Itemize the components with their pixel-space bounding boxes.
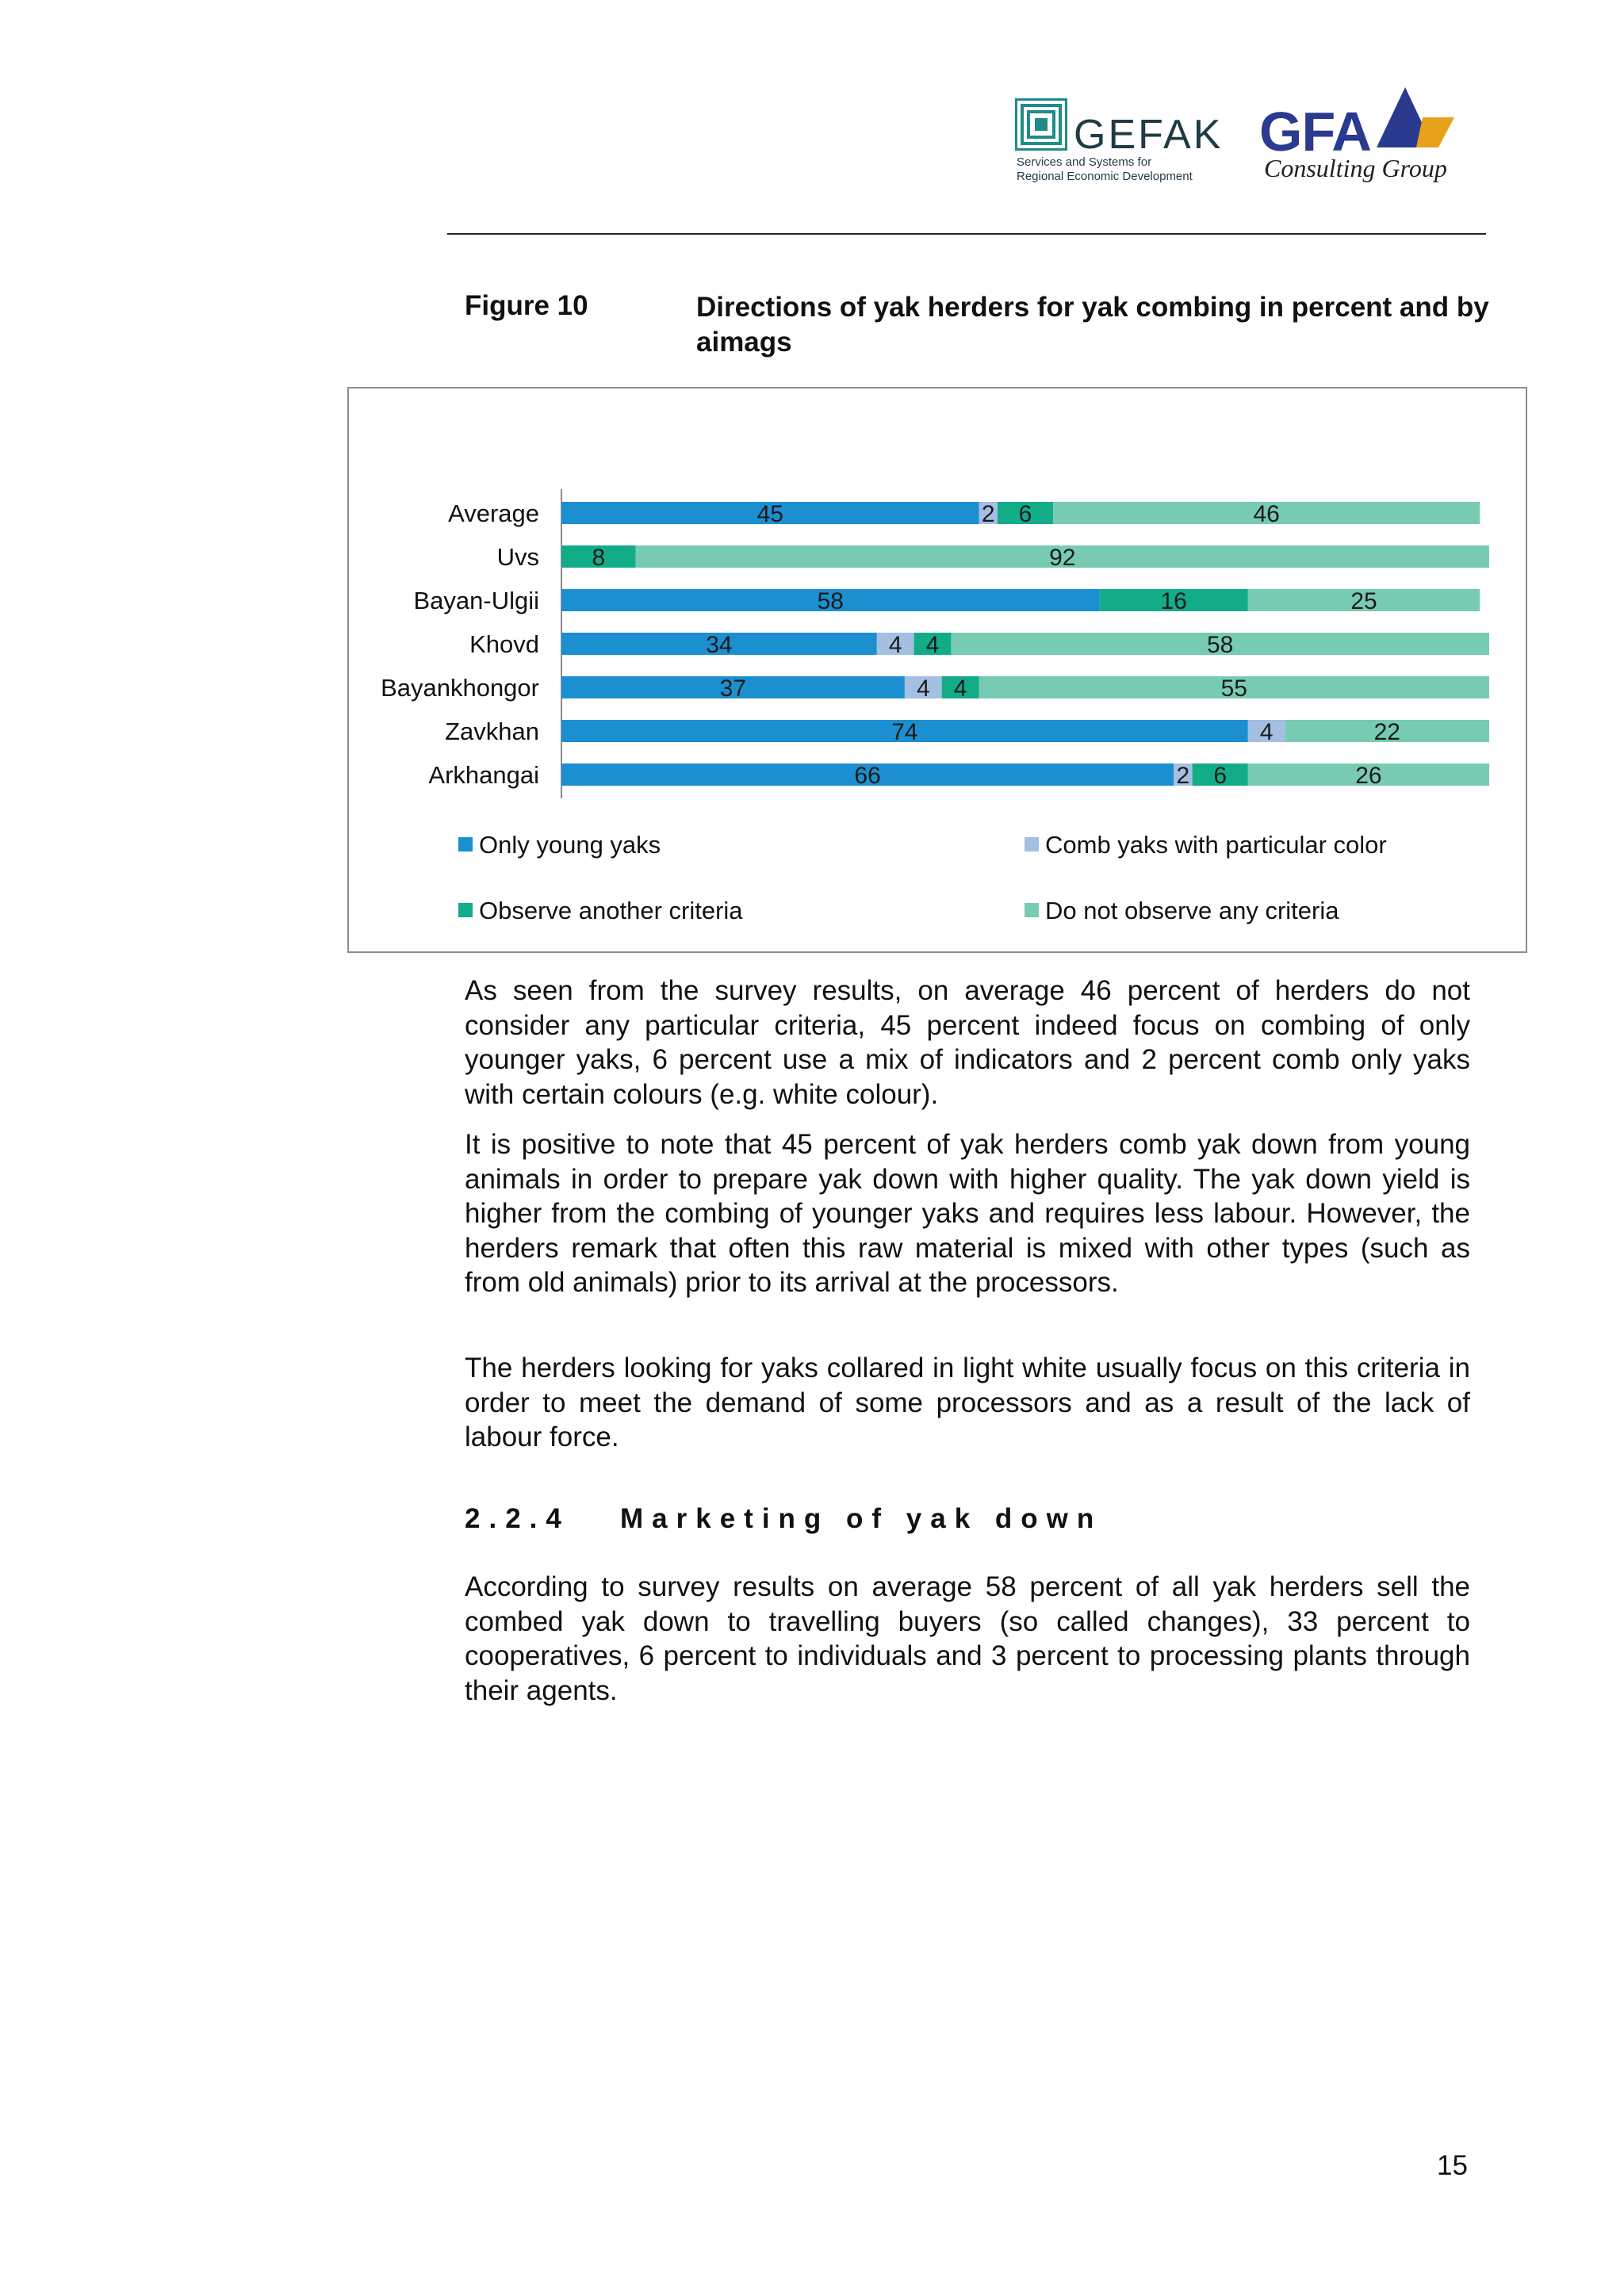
paragraph-2: It is positive to note that 45 percent of yak herders comb yak down from young animals in order to prepare yak down with higher quality. The yak down yield is higher from the combing of younger yaks and requires less labour. However, the herders remark that often this raw material is mixed with other types (such as from old animals) prior to its arrival at the processors. <box>465 1129 1470 1298</box>
data-label: 58 <box>1207 632 1234 658</box>
section-number: 2.2.4 <box>465 1503 570 1534</box>
legend-label: Observe another criteria <box>479 897 743 924</box>
figure-title: Directions of yak herders for yak combing in percent and by aimags <box>696 292 1489 358</box>
category-label: Average <box>448 499 539 527</box>
data-label: 66 <box>854 763 881 789</box>
paragraph-1: As seen from the survey results, on average 46 percent of herders do not consider any particular criteria, 45 percent indeed focus on combing of only younger yaks, 6 percent use a mix of indicators and 2 percent comb only yaks with certain colours (e.g. white colour). <box>465 975 1470 1110</box>
data-label: 4 <box>925 632 940 658</box>
data-label: 92 <box>1049 545 1076 571</box>
data-label: 46 <box>1253 501 1280 527</box>
data-label: 16 <box>1160 588 1187 614</box>
data-label: 37 <box>719 675 747 702</box>
figure-number: Figure 10 <box>465 290 588 321</box>
legend-swatch <box>1025 837 1039 851</box>
section-heading <box>465 1503 1102 1535</box>
data-label: 2 <box>1176 763 1190 789</box>
data-label: 6 <box>1213 763 1228 789</box>
category-label: Arkhangai <box>428 761 539 789</box>
data-label: 4 <box>916 675 930 702</box>
gefak-tagline <box>1017 155 1193 184</box>
gefak-tagline-line-2: Regional Economic Development <box>1017 170 1193 183</box>
category-label: Zavkhan <box>445 718 539 745</box>
category-label: Khovd <box>469 630 539 658</box>
data-label: 25 <box>1350 588 1377 614</box>
gfa-triangle-icon <box>1377 86 1456 149</box>
gfa-logo <box>1259 86 1457 184</box>
gfa-name: GFA <box>1259 101 1371 163</box>
stacked-bar-chart <box>349 388 1529 955</box>
legend-swatch <box>458 903 473 917</box>
data-label: 6 <box>1018 501 1032 527</box>
category-label: Bayan-Ulgii <box>413 587 539 614</box>
data-label: 34 <box>706 632 733 658</box>
gefak-logo <box>1015 97 1224 186</box>
category-label: Uvs <box>496 543 539 571</box>
category-label: Bayankhongor <box>381 674 539 702</box>
data-label: 4 <box>1259 719 1274 745</box>
data-label: 58 <box>817 588 844 614</box>
data-label: 45 <box>756 501 783 527</box>
data-label: 2 <box>981 501 995 527</box>
chart-frame <box>347 387 1527 953</box>
paragraph-3: The herders looking for yaks collared in light white usually focus on this criteria in order to meet the demand of some processors and as a result of the lack of labour force. <box>465 1353 1470 1452</box>
page-number: 15 <box>1437 2150 1468 2181</box>
legend-label: Only young yaks <box>479 831 661 859</box>
data-label: 4 <box>888 632 902 658</box>
header-rule <box>447 233 1486 235</box>
legend-swatch <box>1025 903 1039 917</box>
data-label: 4 <box>953 675 967 702</box>
gfa-subtitle: Consulting Group <box>1264 154 1447 182</box>
legend-label: Do not observe any criteria <box>1045 897 1339 924</box>
gefak-name: GEFAK <box>1074 112 1224 158</box>
legend-label: Comb yaks with particular color <box>1045 831 1387 859</box>
data-label: 22 <box>1373 719 1400 745</box>
gefak-tagline-line-1: Services and Systems for <box>1017 155 1152 169</box>
data-label: 26 <box>1355 763 1382 789</box>
gefak-logo-icon <box>1015 98 1067 151</box>
section-title: Marketing of yak down <box>620 1503 1103 1534</box>
data-label: 74 <box>891 719 918 745</box>
paragraph-4: According to survey results on average 58 percent of all yak herders sell the combed yak down to travelling buyers (so called changes), 33 percent to cooperatives, 6 percent to individuals and 3 percent to processing plants through their agents. <box>465 1571 1470 1706</box>
data-label: 55 <box>1220 675 1247 702</box>
legend-swatch <box>458 837 473 851</box>
data-label: 8 <box>592 545 606 571</box>
